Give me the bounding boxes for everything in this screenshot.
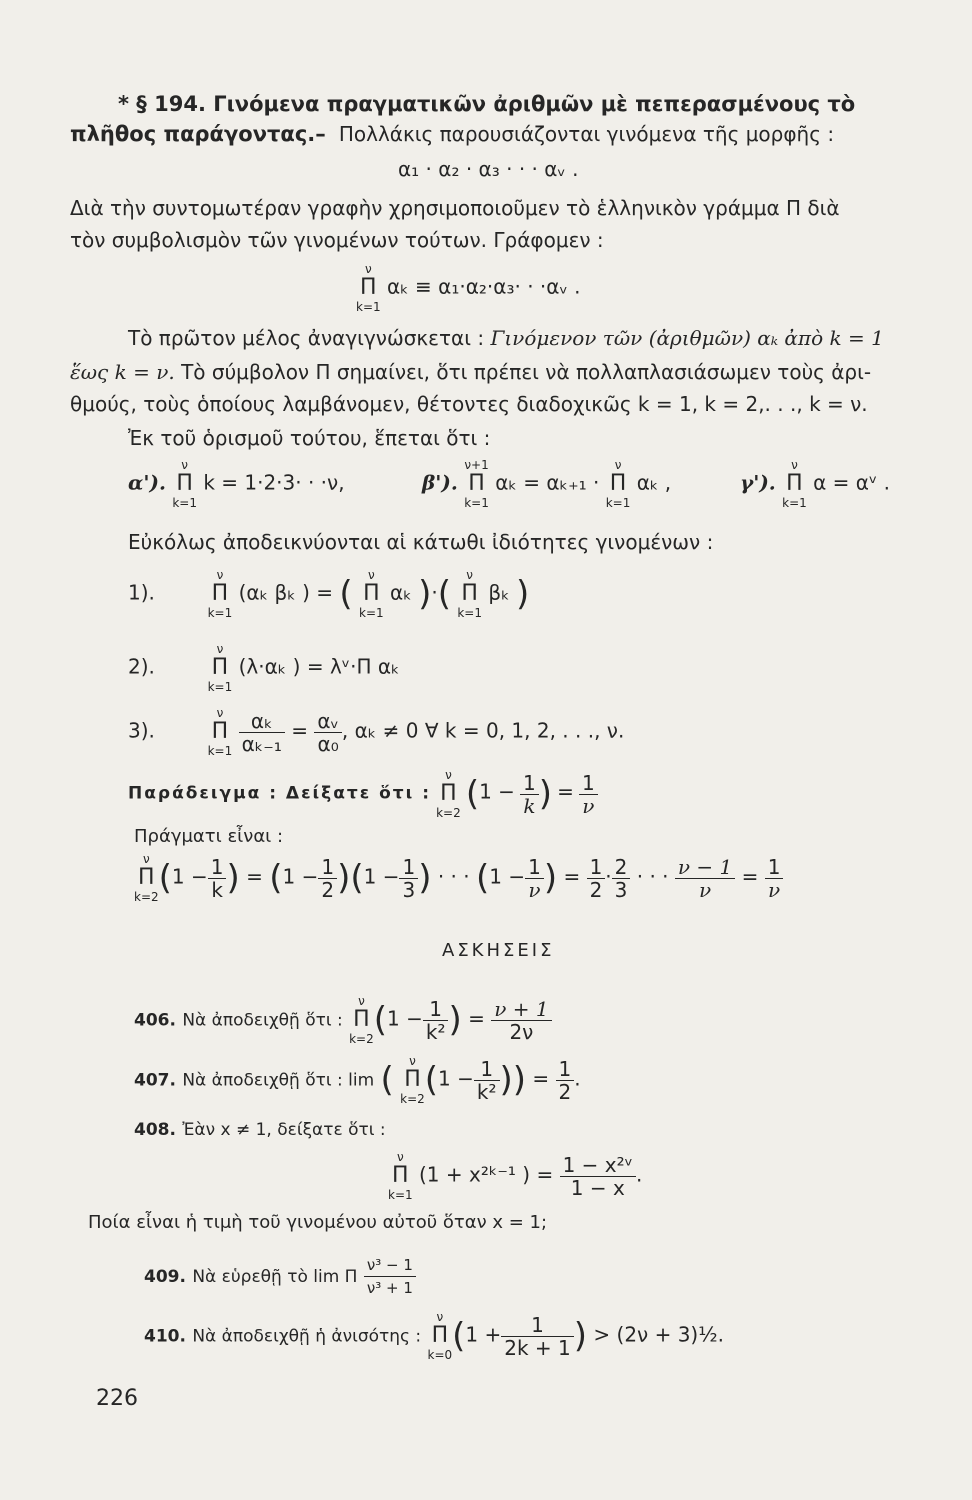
numerator: 1	[208, 856, 227, 879]
pi-symbol: Π	[363, 581, 380, 606]
lower-limit: k=1	[359, 606, 384, 620]
pi-symbol: Π	[468, 471, 485, 496]
property-a	[128, 458, 345, 510]
equals: =	[741, 864, 759, 889]
example-label: Παράδειγμα : Δείξατε ὅτι :	[128, 783, 431, 804]
reading-italic: Γινόμενον τῶν (ἀριθμῶν) αₖ ἀπὸ k = 1	[490, 326, 884, 350]
product-operator	[359, 568, 384, 620]
pi-symbol: Π	[786, 471, 803, 496]
product-form: α₁ · α₂ · α₃ · · · αᵥ .	[398, 157, 579, 181]
term: 1 −	[479, 779, 515, 804]
numerator: 1	[399, 856, 418, 879]
section-heading-line2	[70, 122, 834, 146]
fraction	[208, 856, 227, 901]
lower-limit: k=1	[464, 496, 489, 510]
denominator: ν³ + 1	[366, 1279, 413, 1297]
numerator: αₖ	[239, 710, 285, 733]
upper-limit: ν	[181, 458, 188, 472]
product-operator	[436, 768, 461, 820]
upper-limit: ν	[791, 458, 798, 472]
lower-limit: k=1	[388, 1188, 413, 1202]
property-1: 1). ν Π k=1 (αₖ βₖ ) = ( ν Π k=1 αₖ )·( ν Π k=1 βₖ )	[128, 568, 530, 620]
exercise-406: 406. Νὰ ἀποδειχθῇ ὅτι : ν Π k=2 (1 − $\frac{1}{\text{k²}}$ ) = $\frac{\nu + 1}{2\nu}$	[134, 994, 552, 1046]
product-operator	[464, 458, 489, 510]
prop-rhs: αₖ = αₖ₊₁ ·	[495, 470, 600, 495]
numerator: ν + 1	[491, 998, 551, 1021]
ellipsis: · · ·	[437, 864, 470, 889]
fraction	[491, 998, 551, 1043]
denominator: k²	[476, 1079, 497, 1104]
upper-limit: ν	[396, 1150, 404, 1164]
lower-limit: k=1	[782, 496, 807, 510]
upper-limit: ν	[409, 1054, 416, 1068]
upper-limit: ν	[367, 568, 375, 582]
denominator: ν	[699, 877, 712, 902]
numerator: 1	[520, 772, 539, 795]
alpha-k: αₖ	[390, 580, 412, 605]
text-line: τὸν συμβολισμὸν τῶν γινομένων τούτων. Γράφομεν :	[70, 228, 604, 252]
fraction	[765, 856, 784, 901]
reading-text: Τὸ σύμβολον Π σημαίνει, ὅτι πρέπει νὰ πολλαπλασιάσωμεν τοὺς ἀρι-	[181, 360, 872, 384]
numerator: αᵥ	[314, 710, 342, 733]
lower-limit: k=1	[457, 606, 482, 620]
property-c	[740, 458, 890, 510]
denominator: 2	[558, 1079, 572, 1104]
exercise-number: 406.	[134, 1010, 176, 1031]
prop-lhs: (αₖ βₖ ) =	[238, 580, 334, 605]
fraction	[587, 856, 606, 901]
pi-symbol: Π	[211, 655, 229, 680]
numerator: 1	[765, 856, 784, 879]
exercise-410: 410. Νὰ ἀποδειχθῇ ἡ ἀνισότης : ν Π k=0 (1 + $\frac{1}{2k + 1}$ ) > (2ν + 3)½.	[144, 1310, 724, 1362]
easy-text: Εὐκόλως ἀποδεικνύονται αἱ κάτωθι ἰδιότητες γινομένων :	[128, 530, 714, 554]
term: 1 −	[438, 1066, 474, 1091]
fraction	[556, 1058, 575, 1103]
exercise-407: 407. Νὰ ἀποδειχθῇ ὅτι : lim ( ν Π k=2 (1 − $\frac{1}{\text{k²}}$ )) = $\frac{1}{2}$ .	[134, 1054, 581, 1106]
denominator: k	[211, 877, 223, 902]
lower-limit: k=1	[356, 300, 381, 314]
upper-limit: ν+1	[464, 458, 489, 472]
pi-symbol: Π	[404, 1067, 421, 1092]
fraction	[239, 710, 285, 755]
lower-limit: k=1	[207, 680, 233, 694]
numerator: 1	[423, 998, 449, 1021]
denominator: ν	[768, 877, 781, 902]
prop-rhs: α = αᵛ .	[813, 470, 891, 495]
prop-label: 1).	[128, 580, 155, 605]
lower-limit: k=0	[427, 1348, 453, 1362]
numerator: 1 − x²ᵛ	[560, 1154, 636, 1177]
product-operator	[172, 458, 197, 510]
definition-rhs: αₖ ≡ α₁·α₂·α₃· · ·αᵥ .	[387, 274, 581, 299]
text-line: Διὰ τὴν συντομωτέραν γραφὴν χρησιμοποιοῦμεν τὸ ἑλληνικὸν γράμμα Π διὰ	[70, 196, 840, 220]
product-operator	[606, 458, 631, 510]
denominator: 2	[321, 877, 335, 902]
ellipsis: · · ·	[636, 864, 669, 889]
upper-limit: ν	[445, 768, 452, 782]
section-heading-cont: πλῆθος παράγοντας.–	[70, 122, 326, 146]
exercise-text: Ἐὰν x ≠ 1, δείξατε ὅτι :	[182, 1120, 386, 1140]
numerator: 1	[579, 772, 598, 795]
numerator: 1	[501, 1314, 574, 1337]
fraction	[501, 1314, 574, 1359]
pi-symbol: Π	[461, 581, 478, 606]
fraction	[423, 998, 449, 1043]
lower-limit: k=1	[172, 496, 197, 510]
upper-limit: ν	[142, 852, 150, 866]
exercise-text: Νὰ ἀποδειχθῇ ὅτι : lim	[182, 1070, 375, 1091]
numerator: 1	[474, 1058, 500, 1081]
exercise-number: 407.	[134, 1070, 176, 1091]
exercises-title: ΑΣΚΗΣΕΙΣ	[442, 940, 555, 961]
equals: =	[291, 718, 309, 743]
lower-limit: k=2	[349, 1032, 374, 1046]
upper-limit: ν	[436, 1310, 444, 1324]
fraction	[520, 772, 539, 817]
term: 1 +	[465, 1322, 502, 1347]
definition-formula	[356, 262, 581, 314]
section-heading: * § 194. Γινόμενα πραγματικῶν ἀριθμῶν μὲ πεπερασμένους τὸ	[118, 92, 856, 116]
fraction	[399, 856, 418, 901]
upper-limit: ν	[216, 706, 224, 720]
numerator: 2	[612, 856, 631, 879]
fraction	[525, 856, 544, 901]
prop-formula: (λ·αₖ ) = λᵛ·Π αₖ	[238, 654, 400, 679]
fraction	[612, 856, 631, 901]
term: 1 −	[282, 864, 319, 889]
intro-text: Πολλάκις παρουσιάζονται γινόμενα τῆς μορφῆς :	[338, 122, 835, 146]
term: 1 −	[387, 1006, 423, 1031]
equals: =	[532, 1066, 550, 1091]
product-operator	[349, 994, 374, 1046]
lower-limit: k=1	[207, 744, 233, 758]
exercise-text: Νὰ ἀποδειχθῇ ἡ ἀνισότης :	[192, 1326, 422, 1347]
reading-line	[70, 360, 871, 384]
term: 1 −	[363, 864, 400, 889]
pi-symbol: Π	[211, 581, 229, 606]
exercise-text: Νὰ εὑρεθῇ τὸ lim Π	[192, 1267, 358, 1287]
product-operator	[356, 262, 381, 314]
term: 1 −	[489, 864, 526, 889]
product-operator	[457, 568, 482, 620]
product-operator	[388, 1150, 413, 1202]
fraction	[474, 1058, 500, 1103]
product-operator	[400, 1054, 425, 1106]
pi-symbol: Π	[353, 1007, 370, 1032]
numerator: 1	[318, 856, 337, 879]
denominator: αₖ₋₁	[241, 731, 282, 756]
denominator: α₀	[317, 731, 339, 756]
denominator: 3	[402, 877, 416, 902]
fraction	[560, 1154, 636, 1199]
pi-symbol: Π	[211, 719, 229, 744]
property-b	[422, 458, 671, 510]
exercise-409	[144, 1254, 416, 1299]
reading-label: Τὸ πρῶτον μέλος ἀναγιγνώσκεται :	[128, 326, 485, 350]
denominator: 2k + 1	[504, 1335, 571, 1360]
lower-limit: k=2	[400, 1092, 425, 1106]
follows-text: Ἐκ τοῦ ὁρισμοῦ τούτου, ἕπεται ὅτι :	[128, 426, 491, 450]
exercise-text: Νὰ ἀποδειχθῇ ὅτι :	[182, 1010, 343, 1031]
equals: =	[468, 1006, 485, 1031]
product-operator	[208, 642, 233, 694]
numerator: 1	[556, 1058, 575, 1081]
upper-limit: ν	[364, 262, 372, 276]
term: 1 −	[171, 864, 208, 889]
exercise-number: 408.	[134, 1120, 176, 1140]
numerator: ν − 1	[675, 856, 735, 879]
pi-symbol: Π	[360, 275, 377, 300]
product-operator	[428, 1310, 453, 1362]
pi-symbol: Π	[440, 781, 457, 806]
denominator: 1 − x	[570, 1175, 625, 1200]
prop-label: 3).	[128, 718, 155, 743]
denominator: ν	[582, 793, 595, 818]
example: Παράδειγμα : Δείξατε ὅτι : ν Π k=2 (1 − $\frac{1}{k}$ ) = $\frac{1}{\nu}$	[128, 768, 598, 820]
denominator: 3	[614, 877, 628, 902]
fraction	[364, 1254, 416, 1299]
reading-line: θμούς, τοὺς ὁποίους λαμβάνομεν, θέτοντες διαδοχικῶς k = 1, k = 2,. . ., k = ν.	[70, 392, 868, 416]
denominator: 2ν	[509, 1019, 534, 1044]
upper-limit: ν	[216, 642, 224, 656]
fraction	[579, 772, 598, 817]
denominator: k	[523, 793, 536, 818]
prop-label: α').	[128, 470, 166, 495]
numerator: ν³ − 1	[364, 1254, 416, 1277]
prop-label: β').	[422, 470, 458, 495]
lower-limit: k=2	[436, 806, 461, 820]
exercise-number: 409.	[144, 1267, 186, 1287]
reading-italic: ἕως k = ν.	[70, 360, 175, 384]
equals: =	[557, 779, 574, 804]
denominator: 2	[589, 877, 603, 902]
pi-symbol: Π	[392, 1163, 409, 1188]
product-operator	[208, 568, 233, 620]
fraction	[314, 710, 342, 755]
product-operator	[782, 458, 807, 510]
product-operator	[134, 852, 159, 904]
prop-label: 2).	[128, 654, 155, 679]
lower-limit: k=1	[207, 606, 233, 620]
denominator: ν	[528, 877, 541, 902]
equals: =	[563, 864, 581, 889]
exercise-408	[134, 1116, 386, 1140]
exercise-408-question: Ποία εἶναι ἡ τιμὴ τοῦ γινομένου αὐτοῦ ὅταν x = 1;	[88, 1212, 548, 1233]
numerator: 1	[587, 856, 606, 879]
upper-limit: ν	[358, 994, 365, 1008]
exercise-408-formula: ν Π k=1 (1 + x²ᵏ⁻¹ ) = $\frac{\text{1 − x²ᵛ}}{1 - x}$ .	[388, 1150, 643, 1202]
page-number: 226	[96, 1386, 138, 1411]
pi-symbol: Π	[431, 1323, 449, 1348]
equals: =	[246, 864, 263, 889]
prop-label: γ').	[740, 470, 776, 495]
upper-limit: ν	[466, 568, 473, 582]
prop-rhs: αₖ ,	[636, 470, 672, 495]
fraction	[318, 856, 337, 901]
lower-limit: k=1	[605, 496, 631, 510]
lower-limit: k=2	[134, 890, 159, 904]
upper-limit: ν	[614, 458, 622, 472]
pi-symbol: Π	[138, 865, 155, 890]
prop-rhs: k = 1·2·3· · ·ν,	[203, 470, 345, 495]
pi-symbol: Π	[176, 471, 193, 496]
expansion-formula: ν Π k=2 (1 − $\frac{1}{k}$ ) = (1 − $\frac{1}{2}$ )(1 − $\frac{1}{3}$ ) · · · (1 − $\frac{1}{\nu}$ ) = $\frac{1}{2}$ · $\frac{2}{3}$ · · · $\frac{\nu - 1}{\nu}$ = $\frac{1}{\nu}$	[134, 852, 783, 904]
denominator: k²	[425, 1019, 446, 1044]
numerator: 1	[525, 856, 544, 879]
beta-k: βₖ	[488, 580, 510, 605]
fraction	[675, 856, 735, 901]
upper-limit: ν	[216, 568, 224, 582]
reading-line	[128, 326, 884, 350]
prop-condition: αₖ ≠ 0 ∀ k = 0, 1, 2, . . ., ν.	[354, 718, 625, 743]
indeed-text: Πράγματι εἶναι :	[134, 826, 284, 847]
product-operator	[208, 706, 233, 758]
property-2	[128, 642, 400, 694]
inequality-rhs: > (2ν + 3)½.	[593, 1322, 724, 1347]
property-3: 3). ν Π k=1 $\frac{\text{αₖ}}{\text{αₖ₋₁}}$ = $\frac{\text{αᵥ}}{\text{α₀}}$ , αₖ ≠ 0 ∀ k = 0, 1, 2, . . ., ν.	[128, 706, 625, 758]
pi-symbol: Π	[609, 471, 627, 496]
exercise-number: 410.	[144, 1326, 186, 1347]
term: (1 + x²ᵏ⁻¹ ) =	[419, 1162, 554, 1187]
